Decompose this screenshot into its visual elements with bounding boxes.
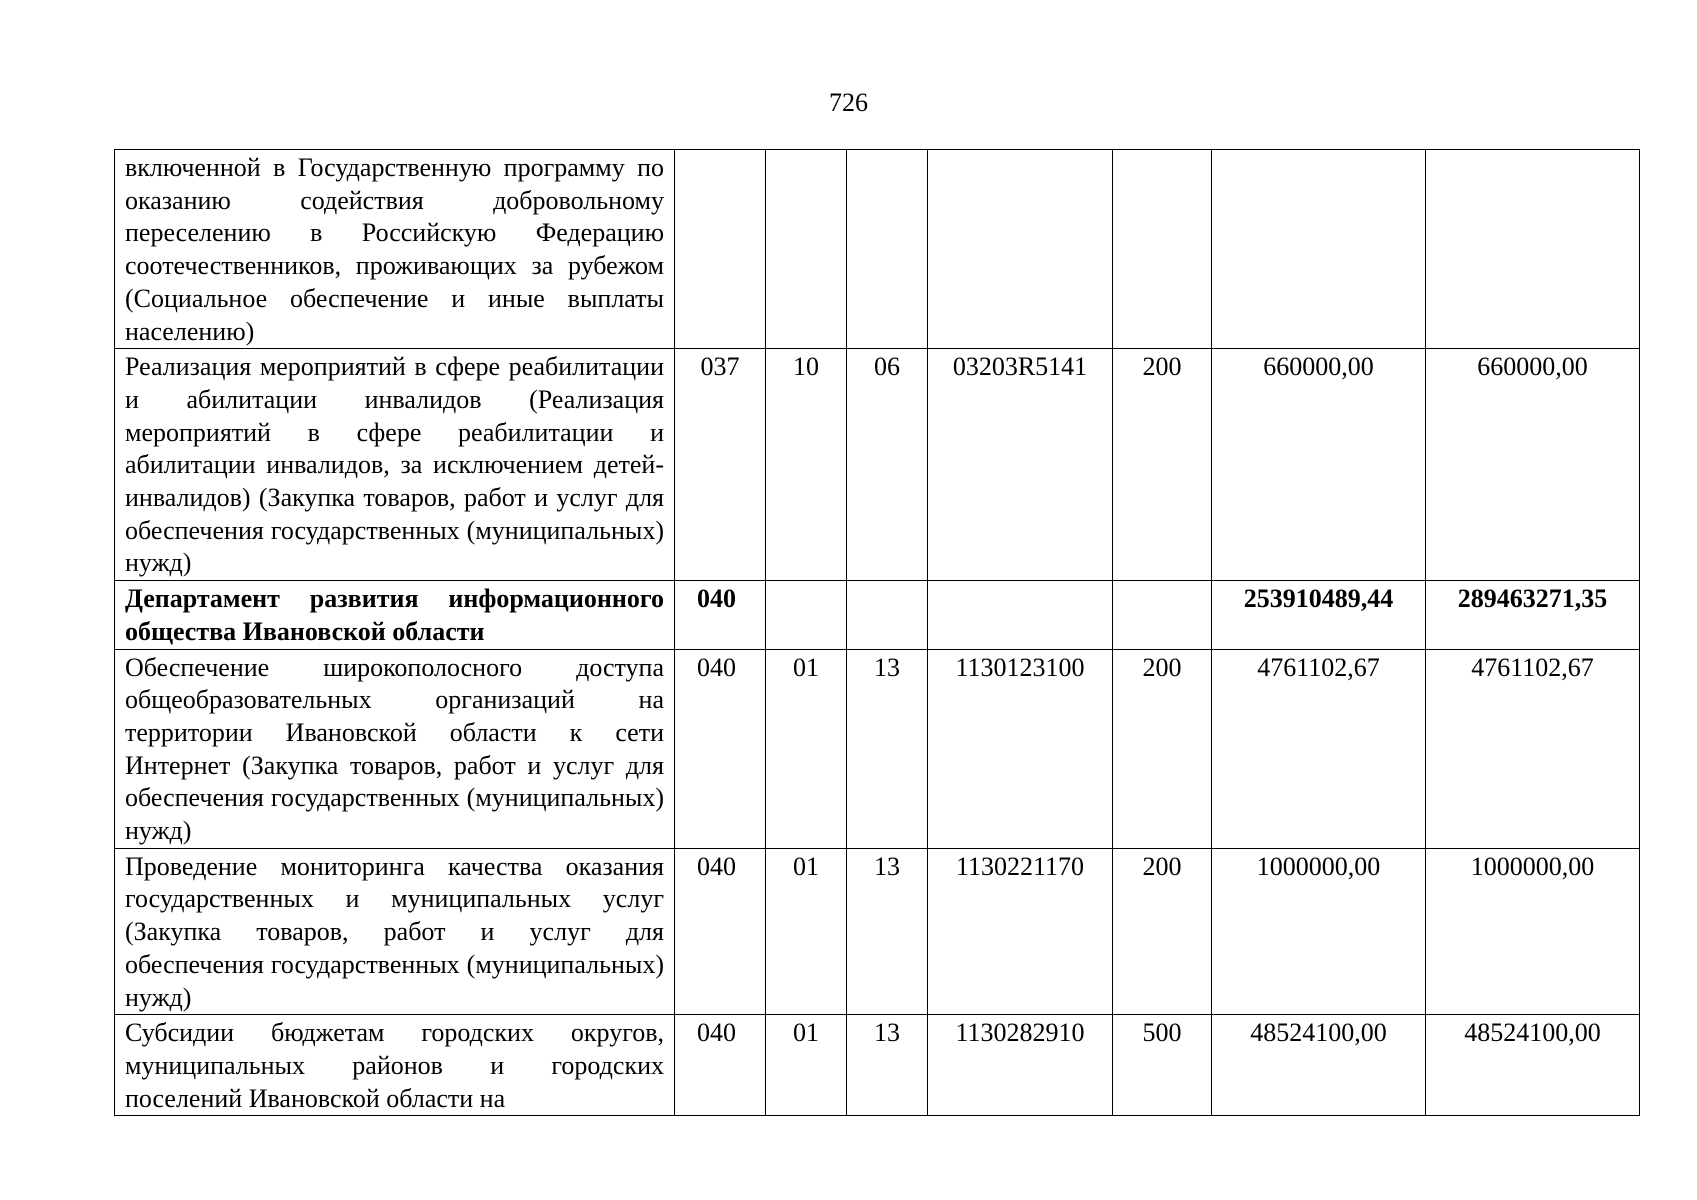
amount-year-1: 48524100,00 [1212,1015,1426,1116]
target-article-code [928,150,1113,349]
table-row [115,581,1640,649]
section-code: 01 [766,649,847,848]
target-article-code: 1130282910 [928,1015,1113,1116]
amount-year-2: 4761102,67 [1426,649,1640,848]
section-code: 10 [766,349,847,581]
table-row [115,349,1640,581]
department-code: 040 [675,1015,766,1116]
expense-name: Проведение мониторинга качества оказания государственных и муниципальных услуг (Закупка товаров, работ и услуг для обеспечения государственных (муниципальных) нужд) [115,848,675,1015]
amount-year-2: 289463271,35 [1426,581,1640,649]
subsection-code [847,150,928,349]
expense-type-code: 200 [1113,848,1212,1015]
subsection-code: 06 [847,349,928,581]
expense-name: включенной в Государственную программу по оказанию содействия добровольному переселению в Российскую Федерацию соотечественников, проживающих за рубежом (Социальное обеспечение и иные выплаты населению) [115,150,675,349]
amount-year-1 [1212,150,1426,349]
amount-year-1: 4761102,67 [1212,649,1426,848]
budget-table [114,149,1640,1116]
amount-year-2 [1426,150,1640,349]
expense-type-code: 200 [1113,649,1212,848]
expense-name: Реализация мероприятий в сфере реабилитации и абилитации инвалидов (Реализация мероприятий в сфере реабилитации и абилитации инвалидов, за исключением детей-инвалидов) (Закупка товаров, работ и услуг для обеспечения государственных (муниципальных) нужд) [115,349,675,581]
subsection-code: 13 [847,1015,928,1116]
amount-year-1: 1000000,00 [1212,848,1426,1015]
expense-type-code: 200 [1113,349,1212,581]
subsection-code: 13 [847,649,928,848]
amount-year-2: 660000,00 [1426,349,1640,581]
section-code [766,581,847,649]
department-code: 040 [675,581,766,649]
section-code [766,150,847,349]
table-row [115,1015,1640,1116]
expense-type-code [1113,150,1212,349]
target-article-code [928,581,1113,649]
section-code: 01 [766,1015,847,1116]
department-code: 040 [675,649,766,848]
amount-year-2: 48524100,00 [1426,1015,1640,1116]
section-code: 01 [766,848,847,1015]
expense-name: Департамент развития информационного общества Ивановской области [115,581,675,649]
table-row [115,848,1640,1015]
target-article-code: 03203R5141 [928,349,1113,581]
department-code [675,150,766,349]
expense-name: Обеспечение широкополосного доступа общеобразовательных организаций на территории Ивановской области к сети Интернет (Закупка товаров, работ и услуг для обеспечения государственных (муниципальных) нужд) [115,649,675,848]
amount-year-1: 253910489,44 [1212,581,1426,649]
page-number: 726 [829,88,868,117]
amount-year-2: 1000000,00 [1426,848,1640,1015]
table-row [115,150,1640,349]
department-code: 040 [675,848,766,1015]
expense-type-code [1113,581,1212,649]
subsection-code [847,581,928,649]
target-article-code: 1130123100 [928,649,1113,848]
amount-year-1: 660000,00 [1212,349,1426,581]
table-row [115,649,1640,848]
department-code: 037 [675,349,766,581]
expense-name: Субсидии бюджетам городских округов, муниципальных районов и городских поселений Ивановской области на [115,1015,675,1116]
expense-type-code: 500 [1113,1015,1212,1116]
target-article-code: 1130221170 [928,848,1113,1015]
subsection-code: 13 [847,848,928,1015]
